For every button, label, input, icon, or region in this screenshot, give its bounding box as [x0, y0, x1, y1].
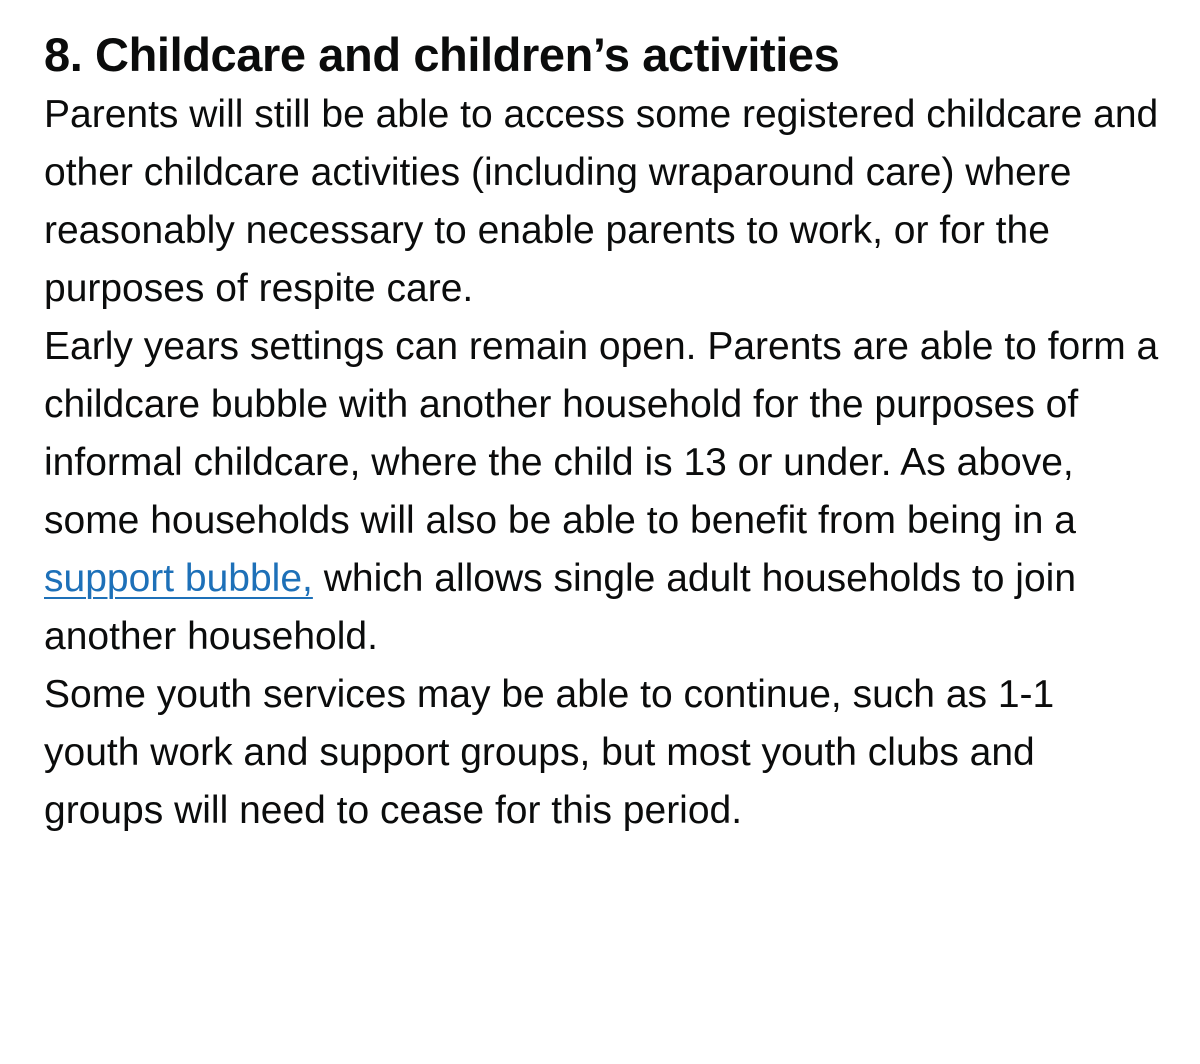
paragraph-registered-childcare: Parents will still be able to access some registered childcare and other childcare activities (including wraparound care) where reasonably necessary to enable parents to work, or for the purposes of respite care.	[44, 93, 1159, 310]
paragraph-early-years	[44, 318, 1160, 666]
paragraph-early-years-text-end: which allows single adult households to join another household.	[44, 557, 1077, 658]
paragraph-youth-services: Some youth services may be able to continue, such as 1-1 youth work and support groups, but most youth clubs and groups will need to cease for this period.	[44, 673, 1055, 832]
support-bubble-link[interactable]: support bubble,	[44, 557, 313, 600]
section-heading: 8. Childcare and children’s activities	[44, 28, 840, 81]
paragraph-early-years-text-start: Early years settings can remain open. Parents are able to form a childcare bubble with another household for the purposes of informal childcare, where the child is 13 or under. As above, some households will also be able to benefit from being in a	[44, 325, 1159, 542]
